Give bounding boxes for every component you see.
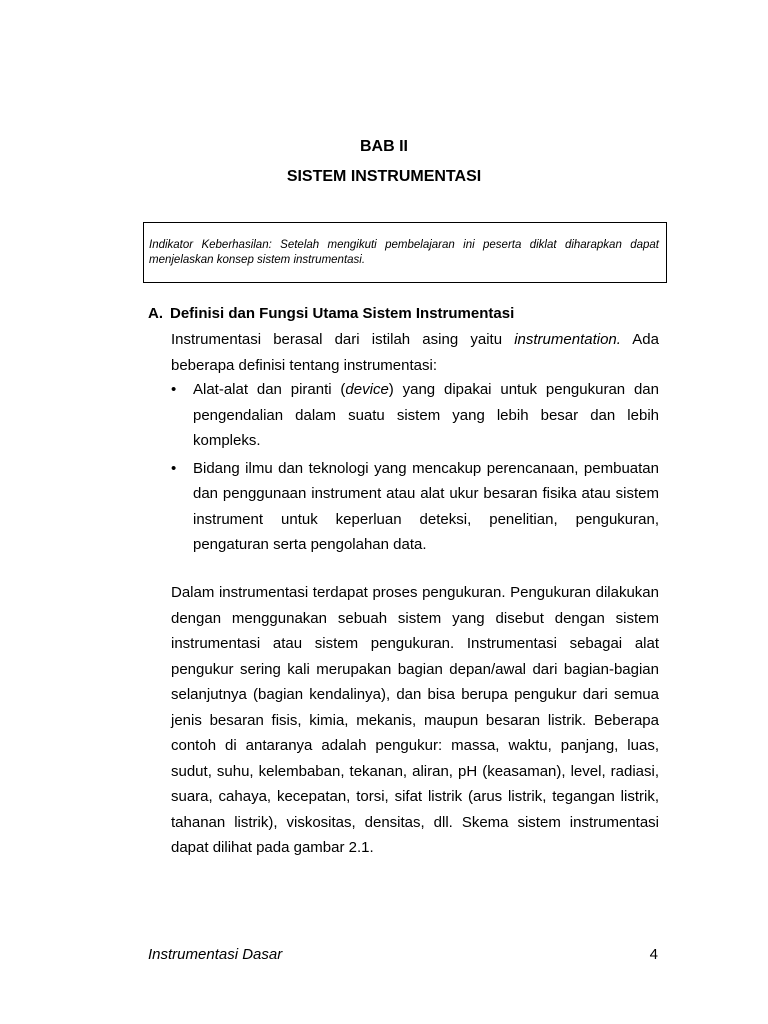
bullet1-italic-term: device bbox=[345, 381, 389, 398]
section-heading-text: Definisi dan Fungsi Utama Sistem Instrumentasi bbox=[170, 305, 515, 322]
section-heading bbox=[148, 305, 514, 322]
chapter-number: BAB II bbox=[360, 138, 408, 155]
bullet1-text-start: Alat-alat dan piranti ( bbox=[193, 381, 346, 398]
list-item bbox=[171, 456, 659, 558]
intro-paragraph bbox=[171, 327, 659, 378]
list-item bbox=[171, 377, 659, 454]
bullet1-text-end: ) yang dipakai untuk pengukuran dan pengendalian dalam suatu sistem yang lebih besar dan lebih kompleks. bbox=[193, 381, 659, 449]
chapter-title: SISTEM INSTRUMENTASI bbox=[286, 168, 482, 185]
indicator-box bbox=[143, 222, 667, 283]
footer-book-title: Instrumentasi Dasar bbox=[148, 946, 283, 963]
bullet-icon: • bbox=[171, 381, 177, 398]
intro-text-start: Instrumentasi berasal dari istilah asing yaitu bbox=[171, 331, 515, 348]
intro-text-end: Ada beberapa definisi tentang instrumentasi: bbox=[171, 331, 659, 374]
bullet2-text: Bidang ilmu dan teknologi yang mencakup perencanaan, pembuatan dan penggunaan instrument atau alat ukur besaran fisika atau sistem instrument untuk keperluan deteksi, penelitian, pengukuran, pengaturan serta pengolahan data. bbox=[193, 459, 659, 553]
footer-page-number: 4 bbox=[649, 946, 658, 963]
intro-italic-term: instrumentation. bbox=[514, 331, 621, 348]
indicator-text: Indikator Keberhasilan: Setelah mengikuti pembelajaran ini peserta diklat diharapkan dapat menjelaskan konsep sistem instrumentasi. bbox=[149, 239, 659, 266]
bullet-icon: • bbox=[171, 459, 177, 477]
measurement-paragraph: Dalam instrumentasi terdapat proses pengukuran. Pengukuran dilakukan dengan menggunakan sebuah sistem yang disebut dengan sistem instrumentasi atau sistem pengukuran. Instrumentasi sebagai alat pengukur sering kali merupakan bagian depan/awal dari bagian-bagian selanjutnya (bagian kendalinya), dan bisa berupa pengukur dari semua jenis besaran fisis, kimia, mekanis, maupun besaran listrik. Beberapa contoh di antaranya adalah pengukur: massa, waktu, panjang, luas, sudut, suhu, kelembaban, tekanan, aliran, pH (keasaman), level, radiasi, suara, cahaya, kecepatan, torsi, sifat listrik (arus listrik, tegangan listrik, tahanan listrik), viskositas, densitas, dll. Skema sistem instrumentasi dapat dilihat pada gambar 2.1. bbox=[171, 584, 659, 856]
section-letter: A. bbox=[148, 305, 163, 322]
definition-list bbox=[171, 377, 659, 560]
